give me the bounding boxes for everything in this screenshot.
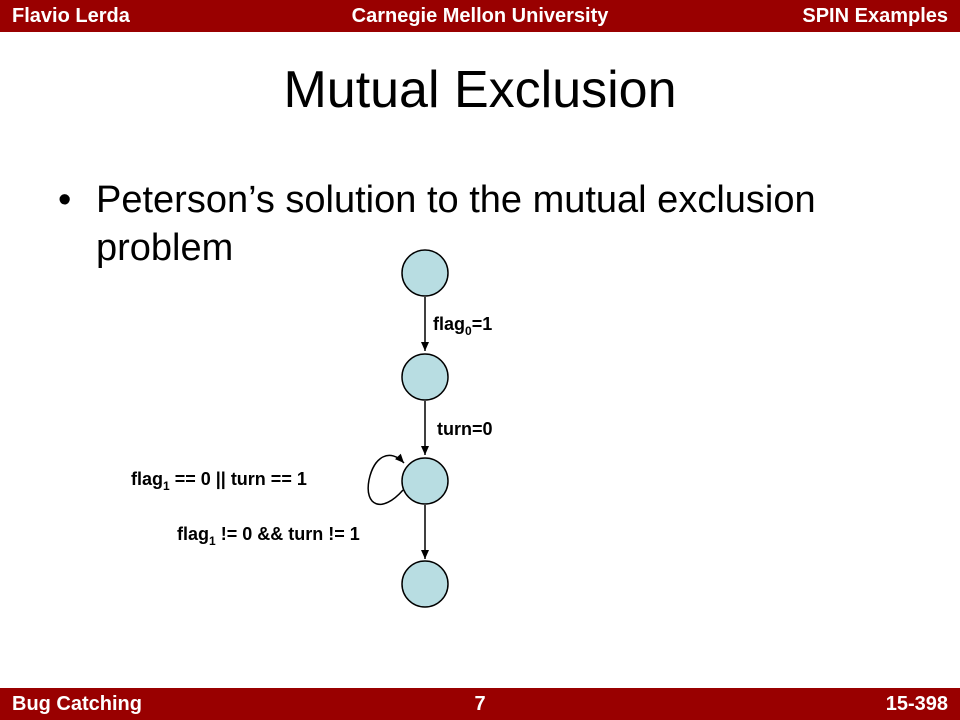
state-node-2 [402, 458, 448, 504]
header-author: Flavio Lerda [12, 5, 130, 27]
header-course-topic: SPIN Examples [802, 5, 948, 27]
state-node-1 [402, 354, 448, 400]
state-node-3 [402, 561, 448, 607]
state-node-0 [402, 250, 448, 296]
footer-course-code: 15-398 [885, 693, 948, 715]
transition-label-exit: flag$_1$ != 0 && turn != 1 [177, 524, 360, 548]
slide-number: 7 [474, 693, 486, 715]
slide-title: Mutual Exclusion [283, 61, 677, 119]
transition-label-flag0: flag$_0$=1 [433, 314, 493, 338]
footer-course-name: Bug Catching [12, 693, 142, 715]
header-institution: Carnegie Mellon University [351, 5, 609, 27]
bullet-dot: • [58, 179, 72, 221]
self-loop-edge [368, 455, 404, 504]
transition-label-self-loop: flag$_1$ == 0 || turn == 1 [131, 469, 307, 493]
footer-bar [0, 688, 960, 720]
transition-label-turn: turn=0 [437, 419, 493, 439]
bullet-item: Peterson’s solution to the mutual exclusion problem [96, 179, 816, 269]
